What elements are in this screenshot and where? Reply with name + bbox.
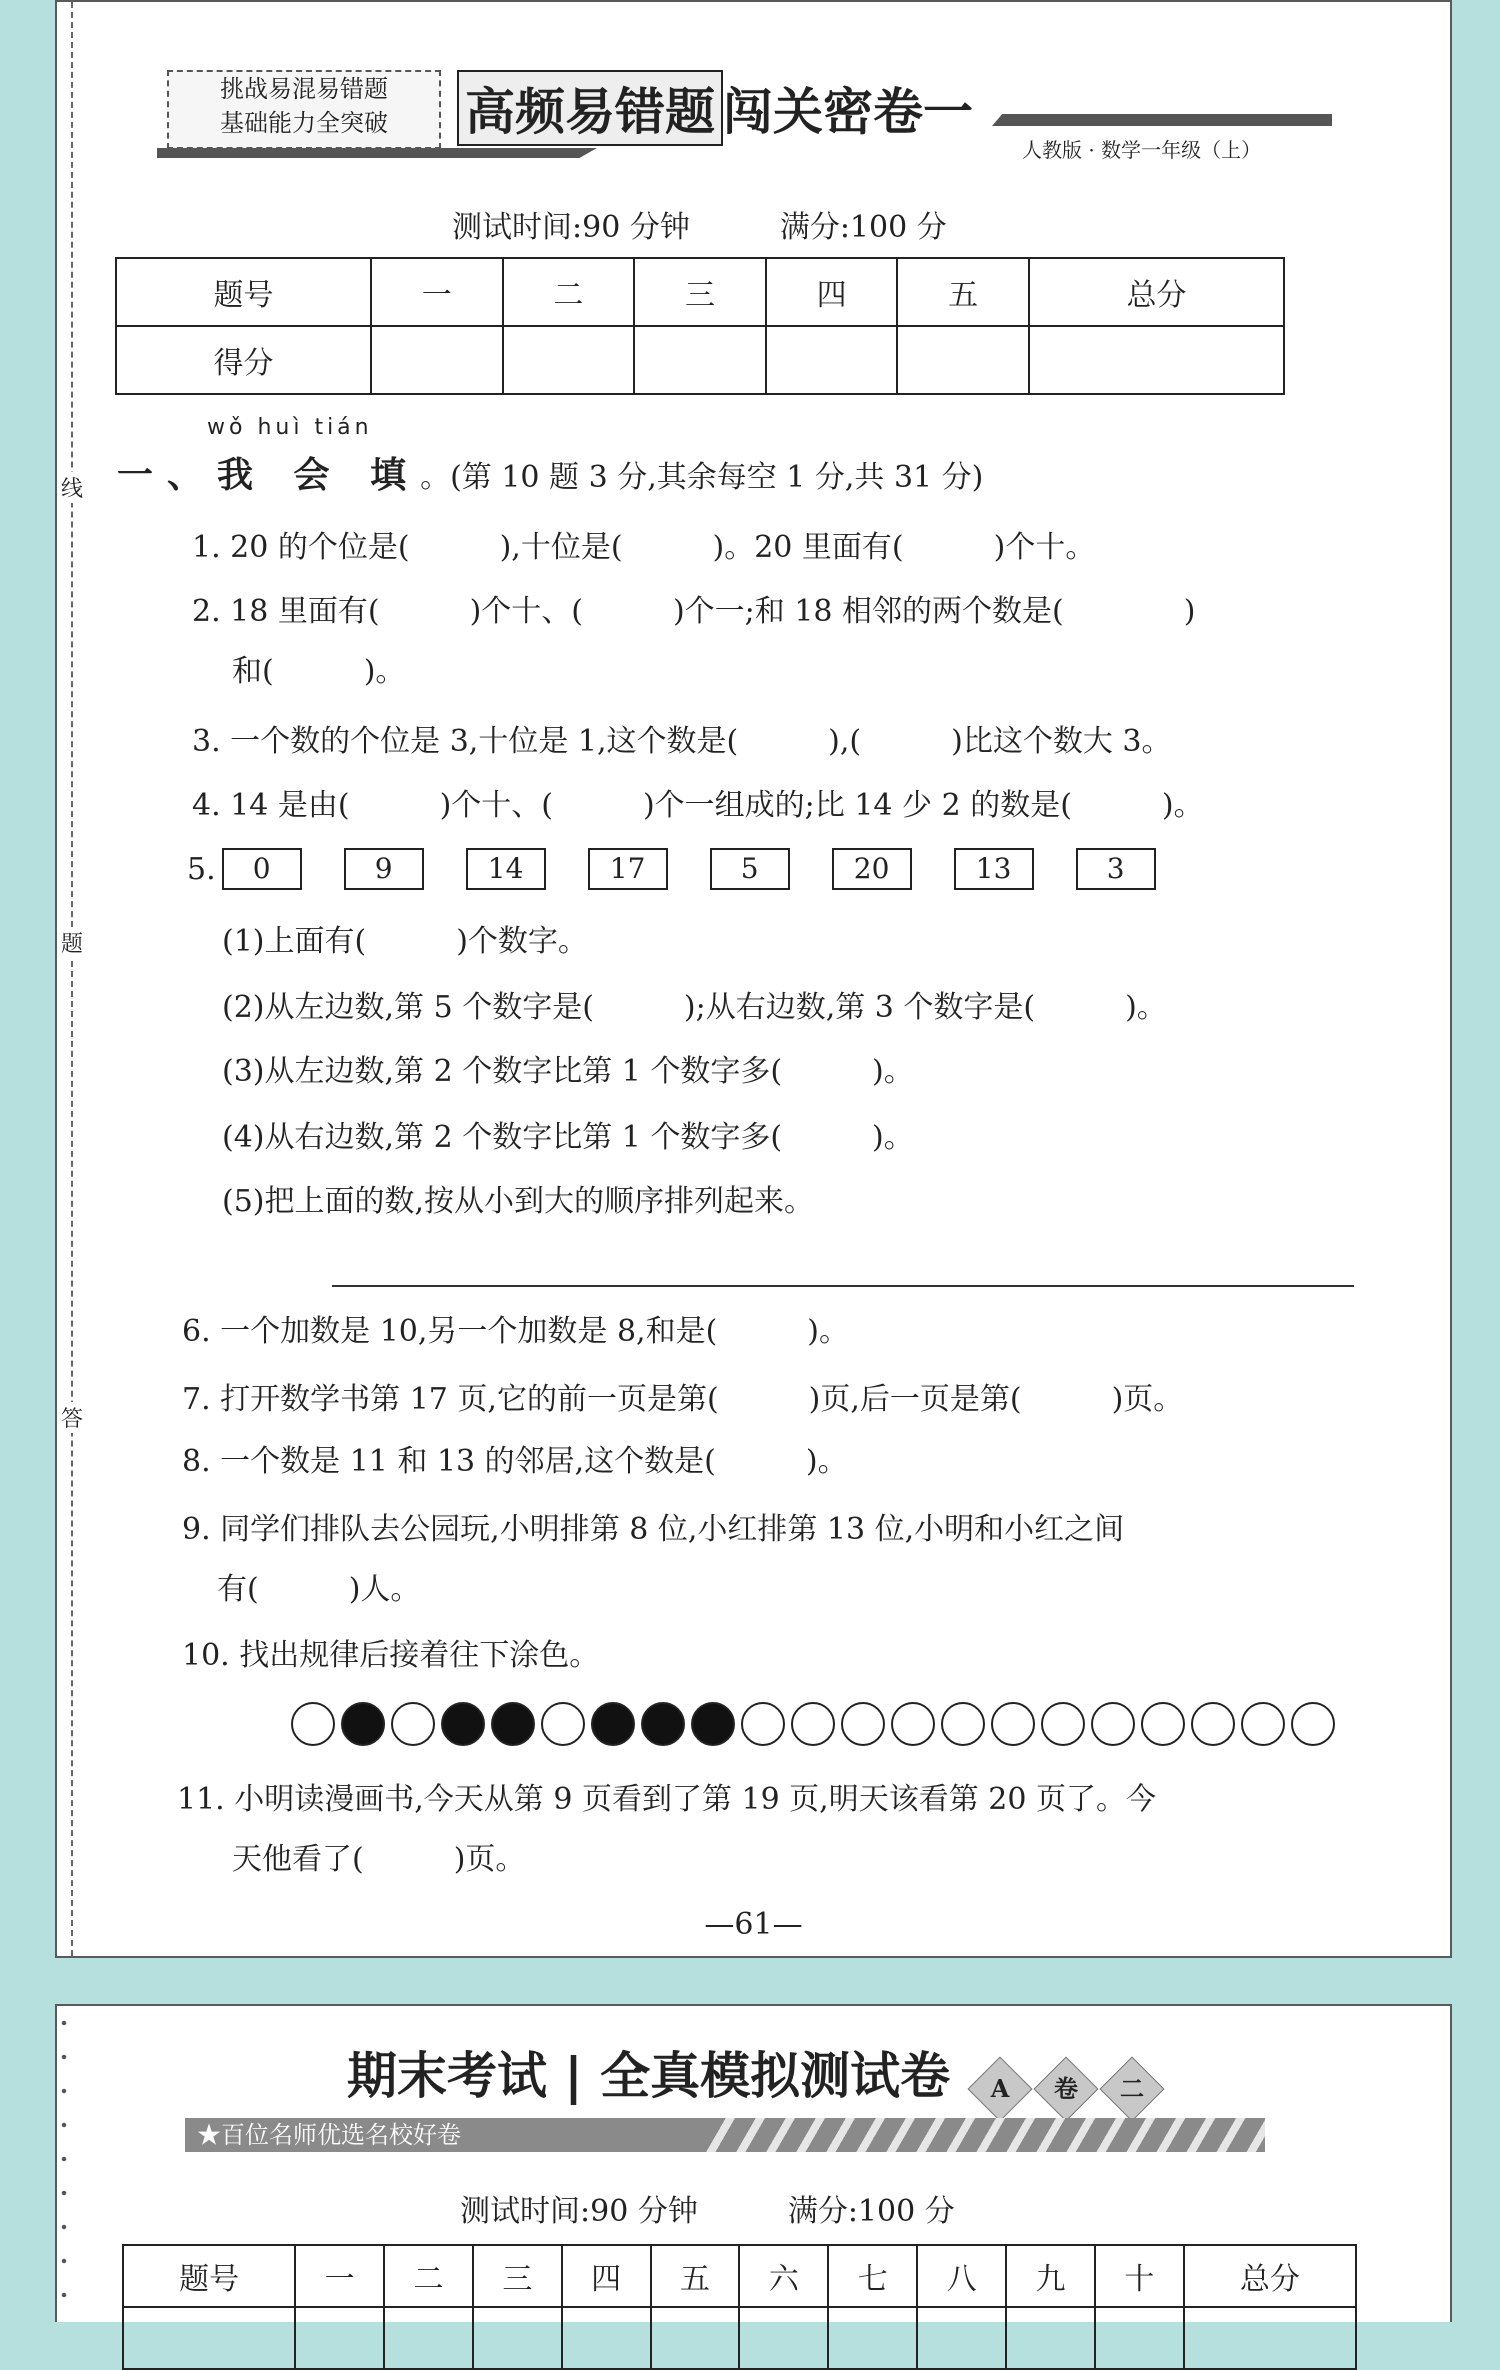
score-header-cell: 题号: [123, 2245, 295, 2307]
question-1: 1. 20 的个位是( ),十位是( )。20 里面有( )个十。: [192, 530, 1096, 565]
score-header-cell: 一: [295, 2245, 384, 2307]
page-title-2: 期末考试 | 全真模拟测试卷: [347, 2047, 951, 2105]
question-8: 8. 一个数是 11 和 13 的邻居,这个数是( )。: [182, 1444, 848, 1479]
banner: [185, 2118, 1265, 2152]
score-table: [115, 257, 1285, 395]
number-box: 9: [344, 848, 424, 890]
score-cell: [123, 2307, 295, 2369]
empty-circle: [741, 1702, 785, 1746]
score-row-label: 得分: [116, 326, 371, 394]
score-header-cell: 二: [503, 258, 635, 326]
score-cell: [562, 2307, 651, 2369]
score-header-cell: 四: [766, 258, 898, 326]
score-table-2: [122, 2244, 1357, 2370]
empty-circle: [941, 1702, 985, 1746]
number-box: 14: [466, 848, 546, 890]
question-2-cont: 和( )。: [232, 654, 406, 689]
number-box: 5: [710, 848, 790, 890]
binding-dashed-line: [71, 2, 73, 1956]
badge-line-2: 基础能力全突破: [220, 109, 388, 137]
score-cell: [295, 2307, 384, 2369]
filled-circle: [491, 1702, 535, 1746]
section-note: 。(第 10 题 3 分,其余每空 1 分,共 31 分): [420, 460, 984, 495]
binding-char-answer: 答: [60, 1402, 84, 1433]
question-3: 3. 一个数的个位是 3,十位是 1,这个数是( ),( )比这个数大 3。: [192, 724, 1172, 759]
section-number: 一、: [117, 454, 218, 496]
score-cell: [1006, 2307, 1095, 2369]
exam-meta-2: [460, 2186, 955, 2230]
score-header-cell: 二: [384, 2245, 473, 2307]
score-cell: [1184, 2307, 1356, 2369]
question-5-numbers: [187, 848, 1198, 890]
question-11-cont: 天他看了( )页。: [232, 1842, 526, 1877]
score-cell: [1095, 2307, 1184, 2369]
tag-diamond: [967, 2056, 1032, 2121]
empty-circle: [791, 1702, 835, 1746]
binding-margin: [57, 2006, 87, 2322]
score-header-cell: 八: [917, 2245, 1006, 2307]
title-boxed: 高频易错题: [457, 70, 723, 146]
question-5-3: (3)从左边数,第 2 个数字比第 1 个数字多( )。: [222, 1054, 914, 1089]
score-cell: [384, 2307, 473, 2369]
filled-circle: [691, 1702, 735, 1746]
question-5-5: (5)把上面的数,按从小到大的顺序排列起来。: [222, 1184, 815, 1219]
empty-circle: [891, 1702, 935, 1746]
empty-circle: [841, 1702, 885, 1746]
empty-circle: [1291, 1702, 1335, 1746]
score-cell: [917, 2307, 1006, 2369]
tag-text: 卷: [1054, 2074, 1078, 2103]
question-5-1: (1)上面有( )个数字。: [222, 924, 588, 959]
badge-line-1: 挑战易混易错题: [220, 75, 388, 103]
score-header-cell: 三: [473, 2245, 562, 2307]
score-header-cell: 总分: [1029, 258, 1284, 326]
score-cell: [766, 326, 898, 394]
question-2: 2. 18 里面有( )个十、( )个一;和 18 相邻的两个数是( ): [192, 594, 1196, 629]
score-cell: [897, 326, 1029, 394]
section-pinyin: wǒ huì tián: [207, 415, 373, 440]
tag-diamond: [1099, 2056, 1164, 2121]
section-1-heading: [117, 447, 983, 498]
empty-circle: [391, 1702, 435, 1746]
score-value-row: [116, 326, 1284, 394]
score-header-row: [116, 258, 1284, 326]
full-score: 满分:100 分: [779, 210, 947, 245]
title-rule-right: [992, 114, 1332, 126]
score-header-cell: 七: [828, 2245, 917, 2307]
score-cell: [371, 326, 503, 394]
score-header-cell: 九: [1006, 2245, 1095, 2307]
empty-circle: [541, 1702, 585, 1746]
challenge-badge: [167, 70, 441, 149]
question-9-cont: 有( )人。: [217, 1572, 421, 1607]
score-header-row: [123, 2245, 1356, 2307]
empty-circle: [1141, 1702, 1185, 1746]
score-cell: [473, 2307, 562, 2369]
question-7: 7. 打开数学书第 17 页,它的前一页是第( )页,后一页是第( )页。: [182, 1382, 1184, 1417]
score-cell: [1029, 326, 1284, 394]
test-time: 测试时间:90 分钟: [452, 210, 690, 245]
score-header-cell: 十: [1095, 2245, 1184, 2307]
score-header-cell: 五: [897, 258, 1029, 326]
score-header-cell: 总分: [1184, 2245, 1356, 2307]
exam-meta: [452, 202, 947, 246]
color-pattern: [291, 1702, 1341, 1746]
number-box: 13: [954, 848, 1034, 890]
tag-diamond: [1033, 2056, 1098, 2121]
score-header-cell: 题号: [116, 258, 371, 326]
question-6: 6. 一个加数是 10,另一个加数是 8,和是( )。: [182, 1314, 849, 1349]
title-rest: 闯关密卷一: [723, 82, 973, 141]
banner-stripes: [705, 2118, 1265, 2152]
paper-tag: [977, 2066, 1175, 2112]
empty-circle: [1041, 1702, 1085, 1746]
question-4: 4. 14 是由( )个十、( )个一组成的;比 14 少 2 的数是( )。: [192, 788, 1204, 823]
tag-text: A: [990, 2074, 1010, 2103]
page-number: —61—: [704, 1907, 803, 1942]
empty-circle: [1241, 1702, 1285, 1746]
score-header-cell: 三: [634, 258, 766, 326]
score-header-cell: 六: [739, 2245, 828, 2307]
number-box: 17: [588, 848, 668, 890]
test-time-2: 测试时间:90 分钟: [460, 2194, 698, 2229]
empty-circle: [291, 1702, 335, 1746]
empty-circle: [1191, 1702, 1235, 1746]
score-header-cell: 一: [371, 258, 503, 326]
filled-circle: [641, 1702, 685, 1746]
score-cell: [503, 326, 635, 394]
question-10: 10. 找出规律后接着往下涂色。: [182, 1638, 600, 1673]
score-cell: [828, 2307, 917, 2369]
filled-circle: [591, 1702, 635, 1746]
binding-margin: [57, 2, 87, 1956]
page-title: [457, 70, 973, 150]
exam-page-2: [55, 2004, 1452, 2322]
filled-circle: [341, 1702, 385, 1746]
banner-text: ★百位名师优选名校好卷: [197, 2121, 461, 2149]
question-5-label: 5.: [187, 851, 216, 887]
filled-circle: [441, 1702, 485, 1746]
empty-circle: [1091, 1702, 1135, 1746]
question-11: 11. 小明读漫画书,今天从第 9 页看到了第 19 页,明天该看第 20 页了。今: [177, 1782, 1156, 1817]
edition-label: 人教版 · 数学一年级（上）: [1022, 138, 1262, 162]
answer-line: [332, 1285, 1354, 1287]
question-5-4: (4)从右边数,第 2 个数字比第 1 个数字多( )。: [222, 1120, 914, 1155]
score-cell: [634, 326, 766, 394]
section-title: 我 会 填: [217, 454, 421, 496]
score-cell: [739, 2307, 828, 2369]
full-score-2: 满分:100 分: [787, 2194, 955, 2229]
number-box: 20: [832, 848, 912, 890]
exam-page-1: [55, 0, 1452, 1958]
binding-dots: [59, 2006, 83, 2322]
question-9: 9. 同学们排队去公园玩,小明排第 8 位,小红排第 13 位,小明和小红之间: [182, 1512, 1125, 1547]
number-box: 0: [222, 848, 302, 890]
empty-circle: [991, 1702, 1035, 1746]
score-value-row: [123, 2307, 1356, 2369]
score-header-cell: 四: [562, 2245, 651, 2307]
number-box: 3: [1076, 848, 1156, 890]
score-cell: [651, 2307, 740, 2369]
tag-text: 二: [1120, 2074, 1144, 2103]
score-header-cell: 五: [651, 2245, 740, 2307]
binding-char-question: 题: [60, 927, 84, 958]
question-5-2: (2)从左边数,第 5 个数字是( );从右边数,第 3 个数字是( )。: [222, 990, 1167, 1025]
title-rule-left: [157, 148, 597, 158]
binding-char-line: 线: [60, 472, 84, 503]
